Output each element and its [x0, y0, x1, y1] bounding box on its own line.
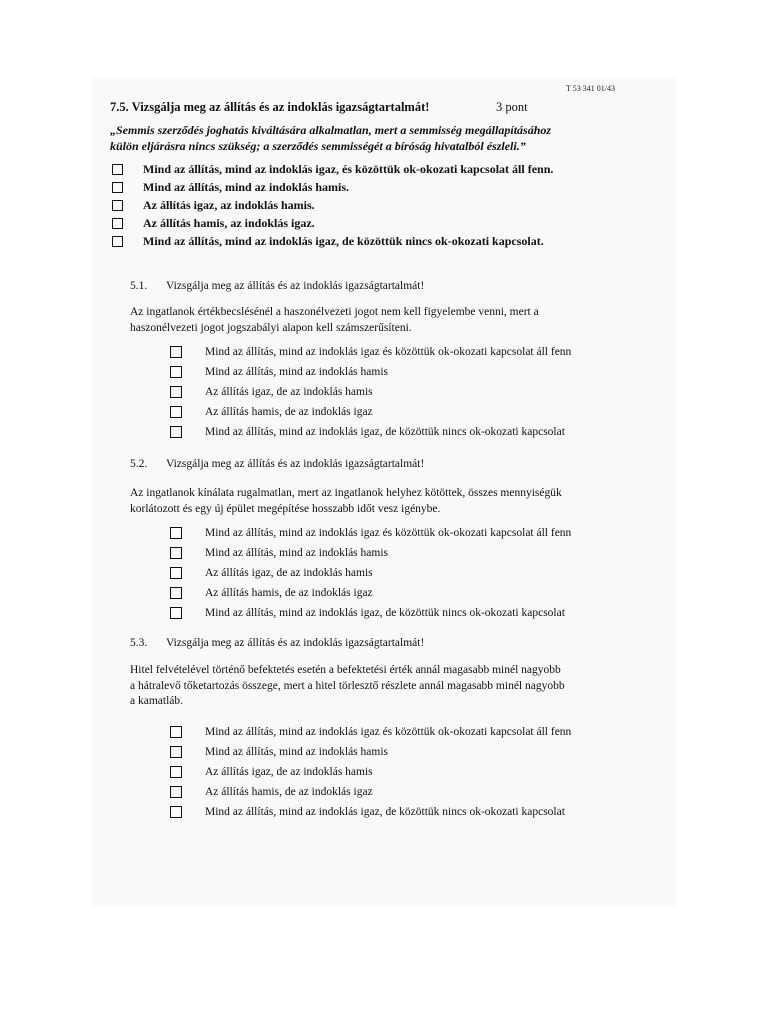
option-label: Az állítás igaz, az indoklás hamis.	[143, 197, 315, 212]
checkbox[interactable]	[170, 786, 182, 798]
question-statement	[130, 663, 622, 710]
answer-option[interactable]	[170, 382, 571, 402]
top-option[interactable]	[112, 214, 553, 232]
answer-option[interactable]	[170, 523, 571, 543]
answer-option[interactable]	[170, 762, 571, 782]
option-label: Az állítás igaz, de az indoklás hamis	[205, 567, 373, 579]
options-list	[170, 722, 571, 822]
answer-option[interactable]	[170, 402, 571, 422]
top-option[interactable]	[112, 196, 553, 214]
checkbox[interactable]	[112, 164, 123, 175]
checkbox[interactable]	[170, 346, 182, 358]
option-label: Mind az állítás, mind az indoklás igaz és közöttük ok-okozati kapcsolat áll fenn	[205, 527, 572, 539]
statement-line: a kamatláb.	[130, 695, 184, 707]
checkbox[interactable]	[170, 726, 182, 738]
quote-line: külön eljárásra nincs szükség; a szerződés semmisségét a bíróság hivatalból észleli.”	[110, 139, 526, 153]
checkbox[interactable]	[170, 366, 182, 378]
checkbox[interactable]	[170, 746, 182, 758]
option-label: Az állítás igaz, de az indoklás hamis	[205, 386, 373, 398]
question-title: Vizsgálja meg az állítás és az indoklás igazságtartalmát!	[166, 458, 425, 470]
options-list	[170, 523, 571, 623]
option-label: Mind az állítás, mind az indoklás hamis.	[143, 179, 350, 194]
options-list	[170, 342, 571, 442]
checkbox[interactable]	[170, 386, 182, 398]
checkbox[interactable]	[170, 806, 182, 818]
question-title: Vizsgálja meg az állítás és az indoklás igazságtartalmát!	[166, 280, 425, 292]
answer-option[interactable]	[170, 782, 571, 802]
answer-option[interactable]	[170, 603, 571, 623]
option-label: Mind az állítás, mind az indoklás igaz és közöttük ok-okozati kapcsolat áll fenn	[205, 346, 572, 358]
question-number: 5.3.	[130, 637, 148, 649]
top-question-heading	[110, 100, 650, 115]
statement-line: Az ingatlanok kínálata rugalmatlan, mert az ingatlanok helyhez kötöttek, összes mennyiségük	[130, 487, 562, 499]
answer-option[interactable]	[170, 422, 571, 442]
option-label: Mind az állítás, mind az indoklás hamis	[205, 547, 389, 559]
option-label: Mind az állítás, mind az indoklás hamis	[205, 746, 389, 758]
question-number: 5.2.	[130, 458, 148, 470]
top-options-list	[112, 160, 553, 250]
checkbox[interactable]	[112, 200, 123, 211]
top-option[interactable]	[112, 178, 553, 196]
checkbox[interactable]	[170, 587, 182, 599]
answer-option[interactable]	[170, 802, 571, 822]
page-code: T 53 341 01/43	[566, 84, 615, 93]
option-label: Az állítás igaz, de az indoklás hamis	[205, 766, 373, 778]
quote-line: „Semmis szerződés joghatás kiváltására alkalmatlan, mert a semmisség megállapításához	[110, 123, 552, 137]
statement-line: Az ingatlanok értékbecslésénél a haszonélvezeti jogot nem kell figyelembe venni, mert a	[130, 306, 539, 318]
checkbox[interactable]	[170, 567, 182, 579]
statement-line: a hátralevő tőketartozás összege, mert a hitel törlesztő részlete annál magasabb minél nagyobb	[130, 679, 565, 692]
checkbox[interactable]	[170, 607, 182, 619]
question-title: Vizsgálja meg az állítás és az indoklás igazságtartalmát!	[166, 637, 425, 649]
checkbox[interactable]	[170, 426, 182, 438]
question-heading	[130, 637, 424, 649]
option-label: Az állítás hamis, de az indoklás igaz	[205, 786, 373, 798]
option-label: Mind az állítás, mind az indoklás igaz és közöttük ok-okozati kapcsolat áll fenn	[205, 726, 572, 738]
top-option[interactable]	[112, 160, 553, 178]
question-heading	[130, 280, 424, 292]
question-statement	[130, 486, 622, 517]
statement-line: korlátozott és egy új épület megépítése hosszabb időt vesz igénybe.	[130, 502, 441, 515]
option-label: Az állítás hamis, de az indoklás igaz	[205, 406, 373, 418]
answer-option[interactable]	[170, 342, 571, 362]
checkbox[interactable]	[112, 236, 123, 247]
option-label: Mind az állítás, mind az indoklás igaz, de közöttük nincs ok-okozati kapcsolat	[205, 806, 565, 818]
points-label: 3 pont	[496, 100, 528, 114]
answer-option[interactable]	[170, 563, 571, 583]
checkbox[interactable]	[170, 406, 182, 418]
checkbox[interactable]	[112, 218, 123, 229]
checkbox[interactable]	[170, 547, 182, 559]
question-statement	[130, 305, 622, 336]
answer-option[interactable]	[170, 362, 571, 382]
option-label: Mind az állítás, mind az indoklás hamis	[205, 366, 389, 378]
option-label: Mind az állítás, mind az indoklás igaz, de közöttük nincs ok-okozati kapcsolat	[205, 607, 565, 619]
answer-option[interactable]	[170, 722, 571, 742]
answer-option[interactable]	[170, 543, 571, 563]
option-label: Az állítás hamis, de az indoklás igaz	[205, 587, 373, 599]
statement-line: haszonélvezeti jogot jogszabályi alapon kell számszerűsíteni.	[130, 321, 412, 334]
answer-option[interactable]	[170, 583, 571, 603]
checkbox[interactable]	[170, 766, 182, 778]
option-label: Az állítás hamis, az indoklás igaz.	[143, 215, 315, 230]
top-option[interactable]	[112, 232, 553, 250]
option-label: Mind az állítás, mind az indoklás igaz, és közöttük ok-okozati kapcsolat áll fenn.	[143, 161, 554, 176]
answer-option[interactable]	[170, 742, 571, 762]
checkbox[interactable]	[112, 182, 123, 193]
top-question-quote	[110, 122, 610, 154]
question-number: 5.1.	[130, 280, 148, 292]
top-question-title: 7.5. Vizsgálja meg az állítás és az indoklás igazságtartalmát!	[110, 100, 430, 114]
checkbox[interactable]	[170, 527, 182, 539]
option-label: Mind az állítás, mind az indoklás igaz, de közöttük nincs ok-okozati kapcsolat.	[143, 233, 544, 248]
option-label: Mind az állítás, mind az indoklás igaz, de közöttük nincs ok-okozati kapcsolat	[205, 426, 565, 438]
question-heading	[130, 458, 424, 470]
statement-line: Hitel felvételével történő befektetés esetén a befektetési érték annál magasabb minél nagyobb	[130, 664, 561, 676]
